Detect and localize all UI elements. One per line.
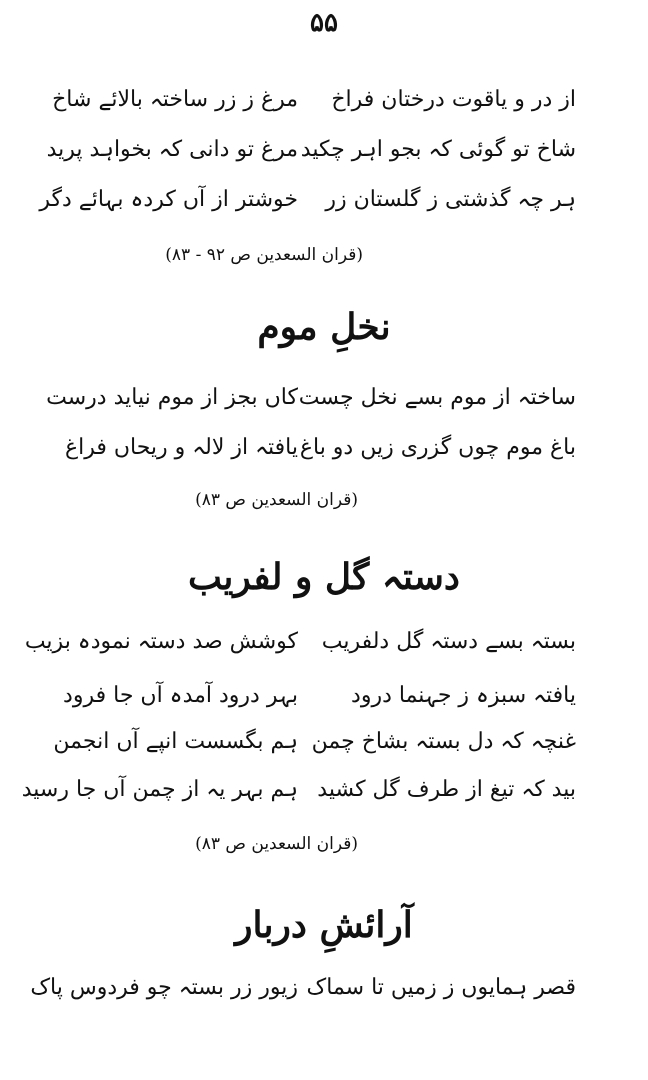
verse-row (0, 130, 648, 170)
verse-first-hemistich: قصر ہمایوں ز زمیں تا سماک (306, 975, 576, 1000)
section-heading: دستہ گل و لفریب (188, 556, 460, 598)
verse-first-hemistich: شاخ تو گوئی کہ بجو اہر چکید (300, 137, 576, 162)
verse-row (0, 80, 648, 120)
verse-second-hemistich: ہم بہر یہ از چمن آں جا رسید (21, 777, 298, 802)
verse-row (0, 622, 648, 662)
verse-first-hemistich: غنچہ کہ دل بستہ بشاخ چمن (311, 729, 576, 754)
verse-second-hemistich: یافتہ از لالہ و ریحاں فراغ (64, 435, 298, 460)
source-citation: (قران السعدین ص ۹۲ - ۸۳) (165, 245, 363, 265)
verse-first-hemistich: از در و یاقوت درختان فراخ (331, 87, 576, 112)
verse-first-hemistich: ہر چہ گذشتی ز گلستان زر (325, 187, 576, 212)
verse-row (0, 676, 648, 716)
verse-row (0, 378, 648, 418)
section-heading: آرائشِ دربار (235, 904, 413, 946)
verse-second-hemistich: مرغ تو دانی کہ بخواہد پرید (46, 137, 298, 162)
verse-first-hemistich: باغ موم چوں گزری زیں دو باغ (299, 435, 576, 460)
verse-second-hemistich: کوشش صد دستہ نمودہ بزیب (24, 629, 298, 654)
verse-first-hemistich: یافتہ سبزہ ز جہنما درود (351, 683, 576, 708)
verse-row (0, 180, 648, 220)
verse-row (0, 722, 648, 762)
verse-second-hemistich: خوشتر از آں کردہ بہائے دگر (39, 187, 298, 212)
page-number: ۵۵ (310, 8, 338, 38)
verse-second-hemistich: بہر درود آمدہ آں جا فرود (63, 683, 298, 708)
verse-first-hemistich: بستہ بسے دستہ گل دلفریب (321, 629, 576, 654)
verse-first-hemistich: ساختہ از موم بسے نخل چست (298, 385, 576, 410)
verse-second-hemistich: زیور زر بستہ چو فردوس پاک (30, 975, 298, 1000)
source-citation: (قران السعدین ص ۸۳) (195, 834, 358, 854)
verse-second-hemistich: کاں بجز از موم نیاید درست (46, 385, 298, 410)
verse-first-hemistich: بید کہ تیغ از طرف گل کشید (317, 777, 576, 802)
verse-row (0, 968, 648, 1008)
verse-row (0, 770, 648, 810)
source-citation: (قران السعدین ص ۸۳) (195, 490, 358, 510)
section-heading: نخلِ موم (257, 306, 391, 348)
verse-second-hemistich: مرغ ز زر ساختہ بالائے شاخ (52, 87, 298, 112)
verse-row (0, 428, 648, 468)
verse-second-hemistich: ہم بگسست انپے آں انجمن (53, 729, 298, 754)
